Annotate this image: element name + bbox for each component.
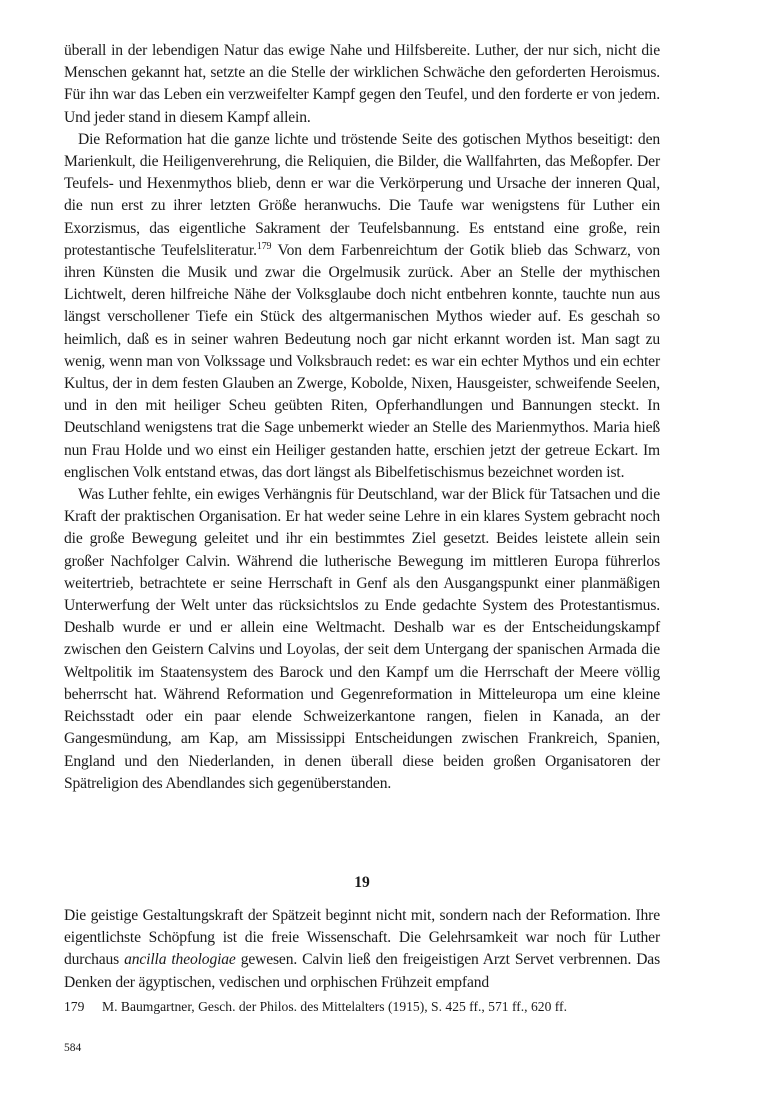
footnote (64, 997, 660, 1017)
footnote-reference[interactable]: 179 (256, 240, 272, 252)
paragraph-continuation: überall in der lebendigen Natur das ewige Nahe und Hilfsbereite. Luther, der nur sich, nicht die Menschen gekannt hat, setzte an die Stelle der wirklichen Schwäche den geforderten Heroismus. Für ihn war das Leben ein verzweifelter Kampf gegen den Teufel, und den forderte er von jedem. Und jeder stand in diesem Kampf allein. (64, 42, 660, 126)
paragraph-text: Die Reformation hat die ganze lichte und tröstende Seite des gotischen Mythos beseitigt: den Marienkult, die Heiligenverehrung, die Reliquien, die Bilder, die Wallfahrten, das Meßopfer. Der Teufels- und Hexenmythos blieb, denn er war die Verkörperung und Ursache der inneren Qual, die nun erst zu ihrer letzten Größe heranwuchs. Die Taufe war wenigstens für Luther ein Exorzismus, das eigentliche Sakrament der Teufelsbannung. Es entstand eine große, rein protestantische Teufelsliteratur. (64, 130, 660, 259)
footnote-number: 179 (64, 999, 85, 1014)
section-heading: 19 (354, 874, 370, 891)
main-text (64, 40, 660, 795)
paragraph-section-start (64, 905, 660, 994)
page-number: 584 (64, 1042, 82, 1054)
paragraph-text: Die geistige Gestaltungskraft der Spätzeit beginnt nicht mit, sondern nach der Reformation. Ihre eigentlichste Schöpfung ist die freie Wissenschaft. Die Gelehrsamkeit war noch für Luther durchaus (64, 907, 660, 969)
paragraph-calvin: Was Luther fehlte, ein ewiges Verhängnis für Deutschland, war der Blick für Tatsachen und die Kraft der praktischen Organisation. Er hat weder seine Lehre in ein klares System gebracht noch die große Bewegung geleitet und ihr ein bestimmtes Ziel gesetzt. Beides leistete allein sein großer Nachfolger Calvin. Während die lutherische Bewegung im mittleren Europa führerlos weitertrieb, betrachtete er seine Herrschaft in Genf als den Ausgangspunkt einer planmäßigen Unterwerfung der Welt unter das rücksichtslos zu Ende gedachte System des Protestantismus. Deshalb wurde er und er allein eine Weltmacht. Deshalb war es der Entscheidungskampf zwischen den Geistern Calvins und Loyolas, der seit dem Untergang der spanischen Armada die Weltpolitik im Staatensystem des Barock und den Kampf um die Herrschaft der Meere völlig beherrscht hat. Während Reformation und Gegenreformation in Mitteleuropa um eine kleine Reichsstadt oder ein paar elende Schweizerkantone rangen, fielen in Kanada, an der Gangesmündung, am Kap, am Mississippi Entscheidungen zwischen Frankreich, Spanien, England und den Niederlanden, in denen überall diese beiden großen Organisatoren der Spätreligion des Abendlandes sich gegenüberstanden. (64, 486, 660, 792)
latin-phrase: ancilla theologiae (124, 951, 236, 969)
paragraph-text: gewesen. Calvin ließ den freigeistigen Arzt Servet verbrennen. Das Denken der ägyptischen, vedischen und orphischen Frühzeit empfand (64, 951, 660, 991)
footnote-text: M. Baumgartner, Gesch. der Philos. des Mittelalters (1915), S. 425 ff., 571 ff., 620 ff. (102, 999, 567, 1014)
section-text (64, 905, 660, 994)
paragraph-reformation (64, 129, 660, 484)
paragraph-text: Von dem Farbenreichtum der Gotik blieb das Schwarz, von ihren Künsten die Musik und zwar die Orgelmusik zurück. Aber an Stelle der mythischen Lichtwelt, deren hilfreiche Nähe der Volksglaube doch nicht entbehren konnte, tauchte nun aus längst verschollener Tiefe ein Stück des altgermanischen Mythos wieder auf. Es geschah so heimlich, daß es in seiner wahren Bedeutung noch gar nicht erkannt worden ist. Man sagt zu wenig, wenn man von Volkssage und Volksbrauch redet: es war ein echter Mythos und ein echter Kultus, der in dem festen Glauben an Zwerge, Kobolde, Nixen, Hausgeister, schweifende Seelen, und in den mit heiliger Scheu geübten Riten, Opferhandlungen und Bannungen steckt. In Deutschland wenigstens trat die Sage unbemerkt wieder an Stelle des Marienmythos. Maria hieß nun Frau Holde und wo einst ein Heiliger gestanden hatte, erschien jetzt der getreue Eckart. Im englischen Volk entstand etwas, das dort längst als Bibelfetischismus bezeichnet worden ist. (64, 241, 660, 481)
